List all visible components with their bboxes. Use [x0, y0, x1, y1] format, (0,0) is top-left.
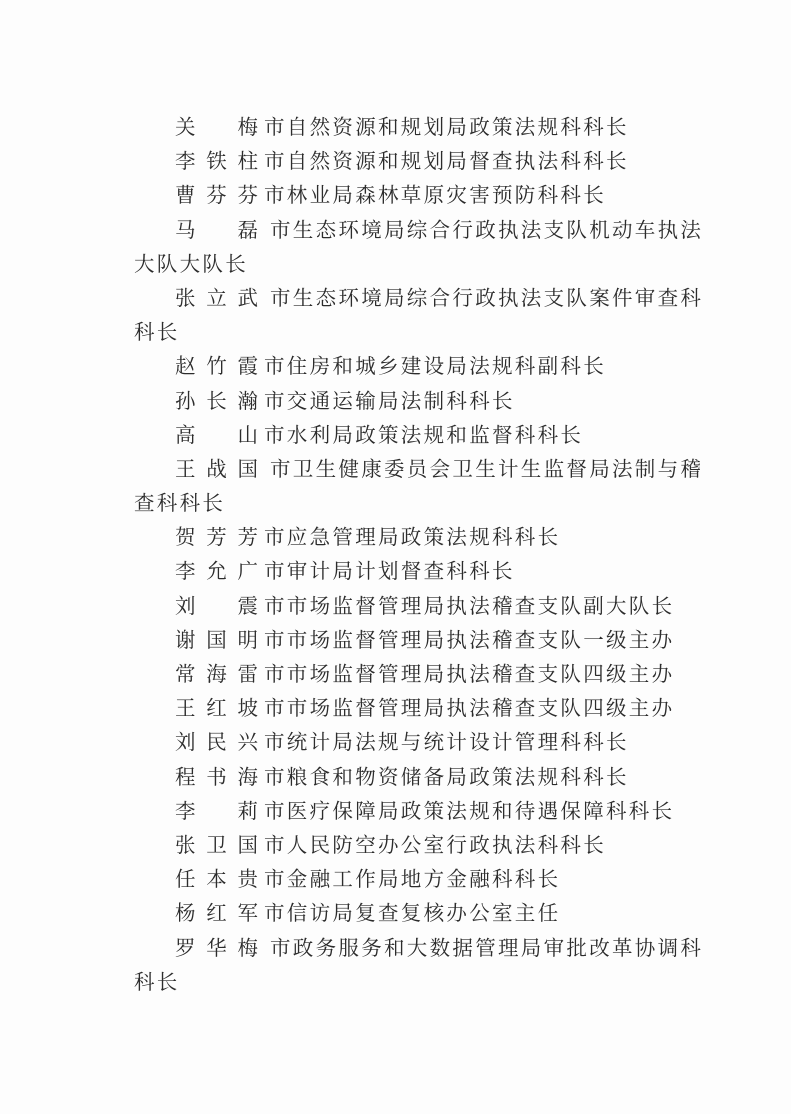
person-name: 张卫国 [175, 832, 260, 857]
list-item [134, 725, 674, 759]
person-name: 王红坡 [175, 696, 260, 721]
person-title-continuation: 科长 [134, 320, 180, 345]
list-item [134, 657, 674, 691]
list-item [134, 760, 674, 794]
person-name: 常海雷 [175, 662, 260, 686]
list-item [134, 418, 674, 452]
person-name: 王战国 [175, 456, 260, 481]
list-item [134, 691, 674, 725]
personnel-list [134, 110, 704, 999]
person-name: 马 磊 [175, 217, 260, 242]
person-title-continuation: 查科科长 [134, 491, 226, 516]
list-item [134, 794, 674, 828]
list-item [134, 384, 674, 418]
list-item [134, 144, 674, 178]
person-title: 市医疗保障局政策法规和待遇保障科科长 [264, 798, 675, 823]
person-title: 市市场监督管理局执法稽查支队副大队长 [264, 593, 675, 618]
person-title: 市粮食和物资储备局政策法规科科长 [264, 764, 629, 789]
person-name: 任本贵 [175, 867, 260, 892]
person-title: 市林业局森林草原灾害预防科科长 [264, 183, 606, 208]
person-name: 刘 震 [175, 593, 260, 618]
person-title: 市自然资源和规划局政策法规科科长 [264, 115, 629, 139]
list-item [134, 896, 674, 930]
list-item [134, 931, 704, 965]
person-name: 孙长瀚 [175, 388, 260, 413]
person-title: 市政务服务和大数据管理局审批改革协调科 [270, 935, 704, 960]
person-title: 市人民防空办公室行政执法科科长 [264, 832, 606, 857]
person-name: 高 山 [175, 422, 260, 447]
list-item [134, 452, 704, 486]
person-name: 李铁柱 [175, 149, 260, 174]
person-name: 刘民兴 [175, 730, 260, 755]
person-title: 市统计局法规与统计设计管理科科长 [264, 730, 629, 755]
person-title: 市卫生健康委员会卫生计生监督局法制与稽 [270, 456, 704, 481]
person-name: 谢国明 [175, 627, 260, 652]
person-name: 李 莉 [175, 798, 260, 823]
person-title: 市金融工作局地方金融科科长 [264, 867, 561, 892]
person-name: 曹芬芬 [175, 183, 260, 208]
list-item [134, 349, 674, 383]
person-name: 李允广 [175, 559, 260, 584]
list-item [134, 110, 674, 144]
person-title: 市自然资源和规划局督查执法科科长 [264, 149, 629, 174]
list-item [134, 862, 674, 896]
list-item [134, 520, 674, 554]
person-name: 贺芳芳 [175, 525, 260, 550]
person-name: 罗华梅 [175, 935, 260, 960]
list-item [134, 213, 704, 247]
list-item [134, 828, 674, 862]
person-title: 市市场监督管理局执法稽查支队四级主办 [264, 696, 675, 721]
person-title: 市水利局政策法规和监督科科长 [264, 422, 584, 447]
person-name: 关 梅 [175, 115, 260, 139]
person-title: 市市场监督管理局执法稽查支队四级主办 [264, 662, 675, 686]
person-title: 市市场监督管理局执法稽查支队一级主办 [264, 627, 675, 652]
person-name: 杨红军 [175, 901, 260, 926]
list-item [134, 178, 674, 212]
list-item [134, 554, 674, 588]
person-title: 市审计局计划督查科科长 [264, 559, 515, 584]
person-title: 市信访局复查复核办公室主任 [264, 901, 561, 926]
list-item [134, 281, 704, 315]
person-title-continuation: 大队大队长 [134, 251, 248, 276]
person-title: 市生态环境局综合行政执法支队案件审查科 [270, 285, 704, 310]
person-name: 张立武 [175, 285, 260, 310]
person-title-continuation: 科长 [134, 969, 180, 994]
person-name: 程书海 [175, 764, 260, 789]
person-title: 市生态环境局综合行政执法支队机动车执法 [270, 217, 704, 242]
list-item [134, 589, 674, 623]
list-item [134, 623, 674, 657]
person-name: 赵竹霞 [175, 354, 260, 379]
person-title: 市交通运输局法制科科长 [264, 388, 515, 413]
person-title: 市住房和城乡建设局法规科副科长 [264, 354, 606, 379]
person-title: 市应急管理局政策法规科科长 [264, 525, 561, 550]
